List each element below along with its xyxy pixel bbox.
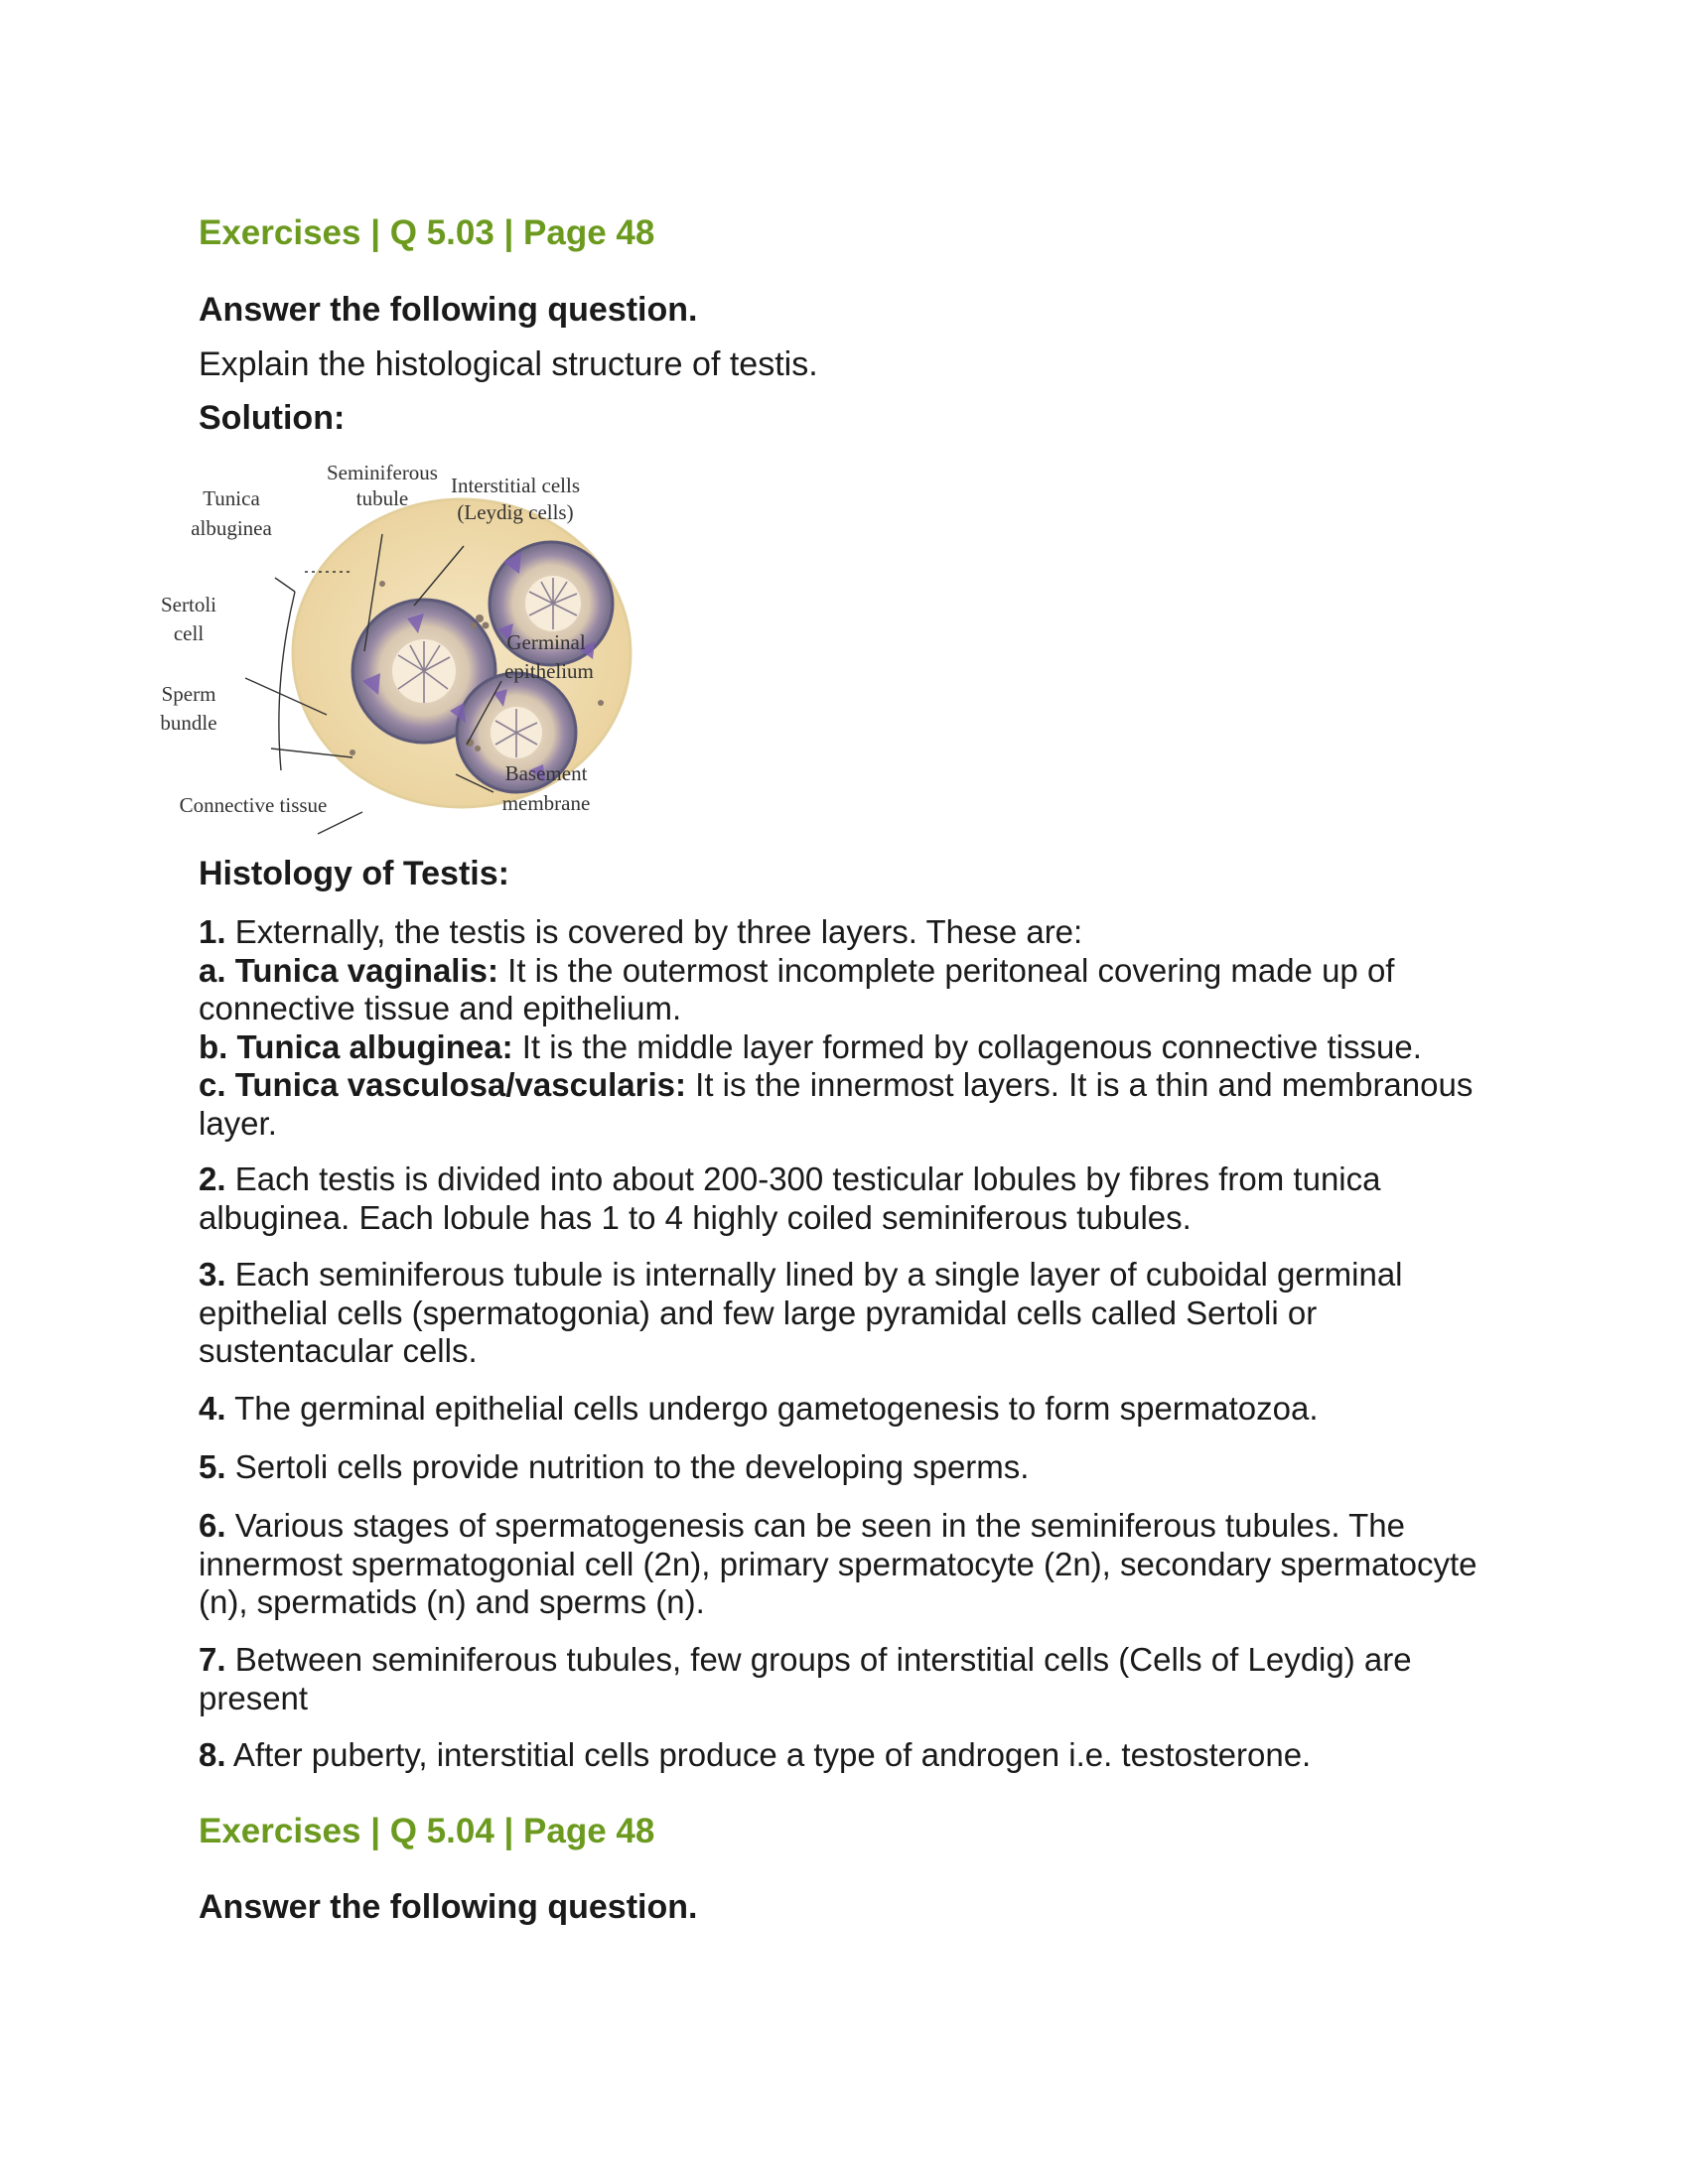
point-7: 7. Between seminiferous tubules, few groups of interstitial cells (Cells of Leydig) are present bbox=[199, 1641, 1412, 1716]
layer-text: It is the outermost incomplete peritoneal covering made up of connective tissue and epithelium. bbox=[199, 951, 1395, 1026]
point-number: 1. bbox=[199, 913, 226, 950]
label-sertoli-cell: cell bbox=[173, 621, 205, 645]
label-connective-tissue: Connective tissue bbox=[179, 793, 328, 817]
testis-histology-figure bbox=[160, 455, 760, 842]
label-seminiferous-tubule: tubule bbox=[355, 486, 409, 510]
point-3: 3. Each seminiferous tubule is internally lined by a single layer of cuboidal germinal epithelial cells (spermatogonia) and few large pyramidal cells called Sertoli or sustentacular cells. bbox=[199, 1256, 1403, 1369]
point-1 bbox=[199, 913, 1489, 1143]
label-tunica-albuginea: Tunica bbox=[203, 486, 260, 510]
point-4: 4. The germinal epithelial cells undergo gametogenesis to form spermatozoa. bbox=[199, 1390, 1319, 1427]
point-5: 5. Sertoli cells provide nutrition to the developing sperms. bbox=[199, 1448, 1030, 1485]
question-prompt: Answer the following question. bbox=[199, 1888, 698, 1926]
point-8: 8. After puberty, interstitial cells produce a type of androgen i.e. testosterone. bbox=[199, 1736, 1312, 1773]
layer-label: a. Tunica vaginalis: bbox=[199, 951, 498, 989]
solution-label: Solution: bbox=[199, 399, 346, 437]
label-interstitial-cells: Interstitial cells bbox=[450, 474, 581, 497]
layer-label: c. Tunica vasculosa/vascularis: bbox=[199, 1066, 686, 1103]
exercise-heading: Exercises | Q 5.04 | Page 48 bbox=[199, 1812, 655, 1850]
label-germinal-epithelium: Germinal bbox=[506, 630, 586, 654]
label-germinal-epithelium: epithelium bbox=[504, 659, 594, 683]
label-basement-membrane: membrane bbox=[501, 791, 591, 815]
exercise-heading: Exercises | Q 5.03 | Page 48 bbox=[199, 213, 655, 252]
label-interstitial-cells: (Leydig cells) bbox=[457, 500, 574, 524]
question-text: Explain the histological structure of testis. bbox=[199, 345, 818, 383]
layer-text: It is the middle layer formed by collagenous connective tissue. bbox=[521, 1027, 1422, 1065]
label-sertoli-cell: Sertoli bbox=[161, 593, 216, 616]
layer-text: It is the innermost layers. It is a thin and membranous layer. bbox=[199, 1066, 1474, 1142]
label-tunica-albuginea: albuginea bbox=[191, 516, 272, 540]
point-2: 2. Each testis is divided into about 200-300 testicular lobules by fibres from tunica albuginea. Each lobule has 1 to 4 highly coiled seminiferous tubules. bbox=[199, 1160, 1381, 1236]
point-text: Externally, the testis is covered by three layers. These are: bbox=[234, 913, 1083, 950]
histology-title: Histology of Testis: bbox=[199, 855, 509, 892]
label-seminiferous-tubule: Seminiferous bbox=[327, 461, 438, 484]
label-basement-membrane: Basement bbox=[504, 761, 588, 785]
point-6: 6. Various stages of spermatogenesis can be seen in the seminiferous tubules. The innermost spermatogonial cell (2n), primary spermatocyte (2n), secondary spermatocyte (n), spermatids (n) and sperms (n). bbox=[199, 1507, 1477, 1620]
layer-label: b. Tunica albuginea: bbox=[199, 1027, 513, 1065]
label-sperm-bundle: Sperm bbox=[161, 682, 216, 706]
label-sperm-bundle: bundle bbox=[160, 711, 217, 735]
question-prompt: Answer the following question. bbox=[199, 291, 698, 329]
